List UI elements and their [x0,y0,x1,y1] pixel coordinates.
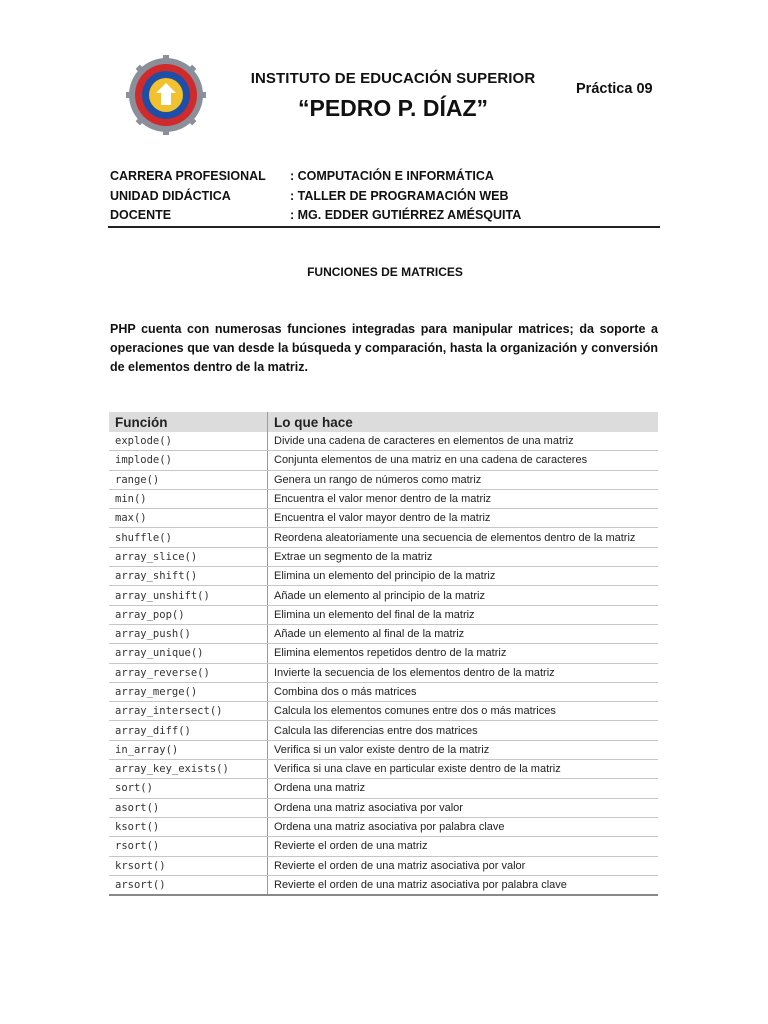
function-name: krsort() [109,856,268,875]
info-label: CARRERA PROFESIONAL [110,169,266,183]
info-value: : TALLER DE PROGRAMACIÓN WEB [290,188,509,203]
function-description: Revierte el orden de una matriz asociativa por palabra clave [268,875,659,895]
function-name: array_merge() [109,682,268,701]
function-name: array_pop() [109,605,268,624]
function-description: Calcula los elementos comunes entre dos o más matrices [268,702,659,721]
function-name: array_slice() [109,547,268,566]
institution-logo [126,55,206,135]
table-row [109,470,658,489]
function-description: Genera un rango de números como matriz [268,470,659,489]
table-row [109,682,658,701]
function-description: Verifica si un valor existe dentro de la matriz [268,740,659,759]
function-description: Revierte el orden de una matriz [268,837,659,856]
table-row [109,837,658,856]
table-row [109,489,658,508]
table-row [109,721,658,740]
table-row [109,547,658,566]
function-name: array_shift() [109,567,268,586]
info-label: UNIDAD DIDÁCTICA [110,188,231,203]
function-description: Elimina un elemento del principio de la matriz [268,567,659,586]
function-description: Combina dos o más matrices [268,682,659,701]
function-name: explode() [109,432,268,451]
functions-table [109,412,658,896]
table-row [109,760,658,779]
practice-number: Práctica 09 [576,81,653,97]
function-description: Conjunta elementos de una matriz en una cadena de caracteres [268,451,659,470]
function-description: Elimina un elemento del final de la matriz [268,605,659,624]
table-row [109,624,658,643]
function-name: range() [109,470,268,489]
function-description: Calcula las diferencias entre dos matrices [268,721,659,740]
function-description: Añade un elemento al principio de la matriz [268,586,659,605]
table-row [109,567,658,586]
header-divider [108,226,660,228]
function-name: min() [109,489,268,508]
function-name: shuffle() [109,528,268,547]
table-row [109,605,658,624]
function-description: Revierte el orden de una matriz asociativa por valor [268,856,659,875]
table-row [109,856,658,875]
function-description: Encuentra el valor mayor dentro de la matriz [268,509,659,528]
function-name: rsort() [109,837,268,856]
table-row [109,451,658,470]
info-row-career [110,167,660,187]
table-row [109,702,658,721]
function-description: Divide una cadena de caracteres en elementos de una matriz [268,432,659,451]
info-label: DOCENTE [110,208,172,222]
info-value: : MG. EDDER GUTIÉRREZ AMÉSQUITA [290,208,522,222]
function-name: array_unshift() [109,586,268,605]
function-name: arsort() [109,875,268,895]
function-name: array_diff() [109,721,268,740]
section-title: FUNCIONES DE MATRICES [307,265,463,279]
function-name: in_array() [109,740,268,759]
table-row [109,798,658,817]
function-name: sort() [109,779,268,798]
info-value: : COMPUTACIÓN E INFORMÁTICA [290,169,494,183]
table-header-row [109,412,658,432]
function-name: max() [109,509,268,528]
function-description: Invierte la secuencia de los elementos dentro de la matriz [268,663,659,682]
function-description: Ordena una matriz [268,779,659,798]
table-row [109,817,658,836]
function-name: array_intersect() [109,702,268,721]
function-name: ksort() [109,817,268,836]
function-description: Ordena una matriz asociativa por palabra clave [268,817,659,836]
function-name: array_reverse() [109,663,268,682]
function-description: Añade un elemento al final de la matriz [268,624,659,643]
function-name: implode() [109,451,268,470]
function-description: Ordena una matriz asociativa por valor [268,798,659,817]
column-header-description: Lo que hace [268,412,659,432]
function-description: Extrae un segmento de la matriz [268,547,659,566]
info-row-teacher [110,206,660,226]
column-header-function: Función [109,412,268,432]
function-description: Reordena aleatoriamente una secuencia de elementos dentro de la matriz [268,528,659,547]
function-name: array_push() [109,624,268,643]
function-name: array_key_exists() [109,760,268,779]
institution-name: “PEDRO P. DÍAZ” [298,95,488,121]
course-info [110,167,660,226]
table-row [109,740,658,759]
intro-paragraph: PHP cuenta con numerosas funciones integradas para manipular matrices; da soporte a operaciones que van desde la búsqueda y comparación, hasta la organización y conversión de elementos dentro de la matriz. [110,322,658,374]
table-row [109,644,658,663]
table-row [109,432,658,451]
function-name: array_unique() [109,644,268,663]
table-row [109,509,658,528]
table-body [109,432,658,895]
institution-title: INSTITUTO DE EDUCACIÓN SUPERIOR [250,70,536,87]
function-name: asort() [109,798,268,817]
function-description: Elimina elementos repetidos dentro de la matriz [268,644,659,663]
table-row [109,528,658,547]
info-row-unit [110,187,660,207]
table-row [109,586,658,605]
table-row [109,663,658,682]
table-row [109,779,658,798]
table-row [109,875,658,895]
function-description: Encuentra el valor menor dentro de la matriz [268,489,659,508]
function-description: Verifica si una clave en particular existe dentro de la matriz [268,760,659,779]
